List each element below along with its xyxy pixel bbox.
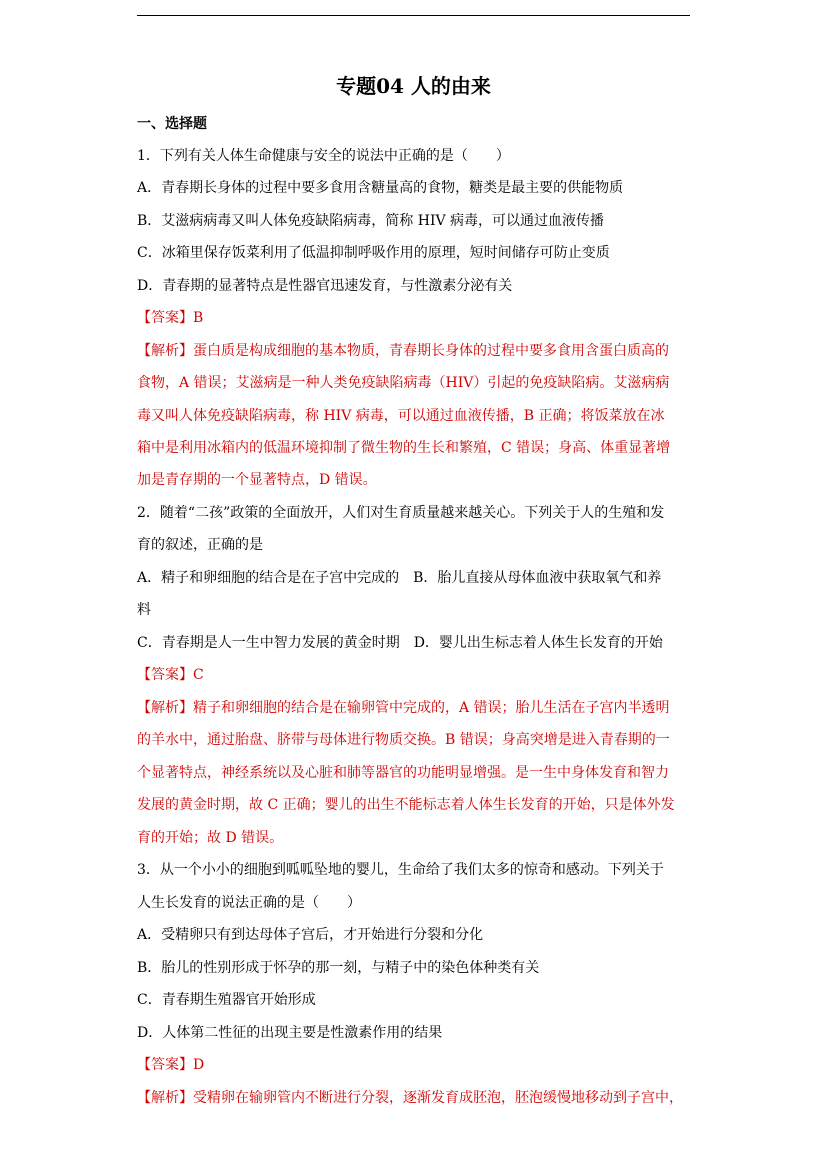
q1-option-c: C．冰箱里保存饭菜利用了低温抑制呼吸作用的原理，短时间储存可防止变质 (137, 245, 610, 261)
answer-tag: 【答案】 (137, 1057, 193, 1073)
answer-value: D (193, 1057, 205, 1073)
q2-explanation-2: 的羊水中，通过胎盘、脐带与母体进行物质交换。B 错误；身高突增是进入青春期的一 (137, 732, 670, 748)
explanation-tag: 【解析】 (137, 343, 193, 359)
q1-option-b: B．艾滋病病毒又叫人体免疫缺陷病毒，简称 HIV 病毒，可以通过血液传播 (137, 213, 605, 229)
q2-explanation-4: 发展的黄金时期，故 C 正确；婴儿的出生不能标志着人体生长发育的开始，只是体外发 (137, 797, 675, 813)
q3-option-a: A．受精卵只有到达母体子宫后，才开始进行分裂和分化 (137, 927, 484, 943)
q3-stem-1: 3．从一个小小的细胞到呱呱坠地的婴儿，生命给了我们太多的惊奇和感动。下列关于 (137, 862, 664, 878)
answer-value: C (193, 667, 204, 683)
explanation-tag: 【解析】 (137, 1090, 193, 1106)
q2-options-ab-cont: 料 (137, 602, 151, 618)
q1-explanation-2: 食物，A 错误；艾滋病是一种人类免疫缺陷病毒（HIV）引起的免疫缺陷病。艾滋病病 (137, 375, 670, 391)
q3-option-d: D．人体第二性征的出现主要是性激素作用的结果 (137, 1025, 443, 1041)
q1-explanation-1 (137, 340, 697, 362)
q2-stem-2: 育的叙述，正确的是 (137, 537, 263, 553)
q1-option-a: A．青春期长身体的过程中要多食用含糖量高的食物，糖类是最主要的供能物质 (137, 180, 624, 196)
q2-answer (137, 664, 697, 686)
q2-options-cd: C．青春期是人一生中智力发展的黄金时期 D．婴儿出生标志着人体生长发育的开始 (137, 635, 663, 651)
answer-tag: 【答案】 (137, 667, 193, 683)
header-rule (137, 15, 690, 16)
answer-value: B (193, 310, 204, 326)
q3-option-c: C．青春期生殖器官开始形成 (137, 992, 316, 1008)
q3-stem-2: 人生长发育的说法正确的是（ ） (137, 895, 361, 911)
q3-option-b: B．胎儿的性别形成于怀孕的那一刻，与精子中的染色体种类有关 (137, 960, 540, 976)
section-heading: 一、选择题 (137, 116, 207, 132)
q1-option-d: D．青春期的显著特点是性器官迅速发育，与性激素分泌有关 (137, 278, 513, 294)
q2-explanation-1 (137, 697, 697, 719)
answer-tag: 【答案】 (137, 310, 193, 326)
q1-explanation-5: 加是青存期的一个显著特点，D 错误。 (137, 472, 377, 488)
q3-explanation-1 (137, 1087, 697, 1109)
q1-stem: 1．下列有关人体生命健康与安全的说法中正确的是（ ） (137, 148, 510, 164)
q1-explanation-3: 毒又叫人体免疫缺陷病毒，称 HIV 病毒，可以通过血液传播，B 正确；将饭菜放在冰 (137, 408, 665, 424)
explanation-tag: 【解析】 (137, 700, 193, 716)
explanation-text: 受精卵在输卵管内不断进行分裂，逐渐发育成胚泡，胚泡缓慢地移动到子宫中， (193, 1090, 683, 1106)
explanation-text: 蛋白质是构成细胞的基本物质，青春期长身体的过程中要多食用含蛋白质高的 (193, 343, 669, 359)
explanation-text: 精子和卵细胞的结合是在输卵管中完成的，A 错误；胎儿生活在子宫内半透明 (193, 700, 670, 716)
q3-answer (137, 1054, 697, 1076)
q1-explanation-4: 箱中是利用冰箱内的低温环境抑制了微生物的生长和繁殖，C 错误；身高、体重显著增 (137, 440, 671, 456)
q1-answer (137, 307, 697, 329)
q2-explanation-5: 育的开始；故 D 错误。 (137, 830, 284, 846)
q2-stem-1: 2．随着“二孩”政策的全面放开，人们对生育质量越来越关心。下列关于人的生殖和发 (137, 505, 665, 521)
page-title: 专题04 人的由来 (336, 74, 491, 98)
q2-options-ab: A．精子和卵细胞的结合是在子宫中完成的 B．胎儿直接从母体血液中获取氧气和养 (137, 570, 662, 586)
q2-explanation-3: 个显著特点，神经系统以及心脏和肺等器官的功能明显增强。是一生中身体发育和智力 (137, 765, 669, 781)
